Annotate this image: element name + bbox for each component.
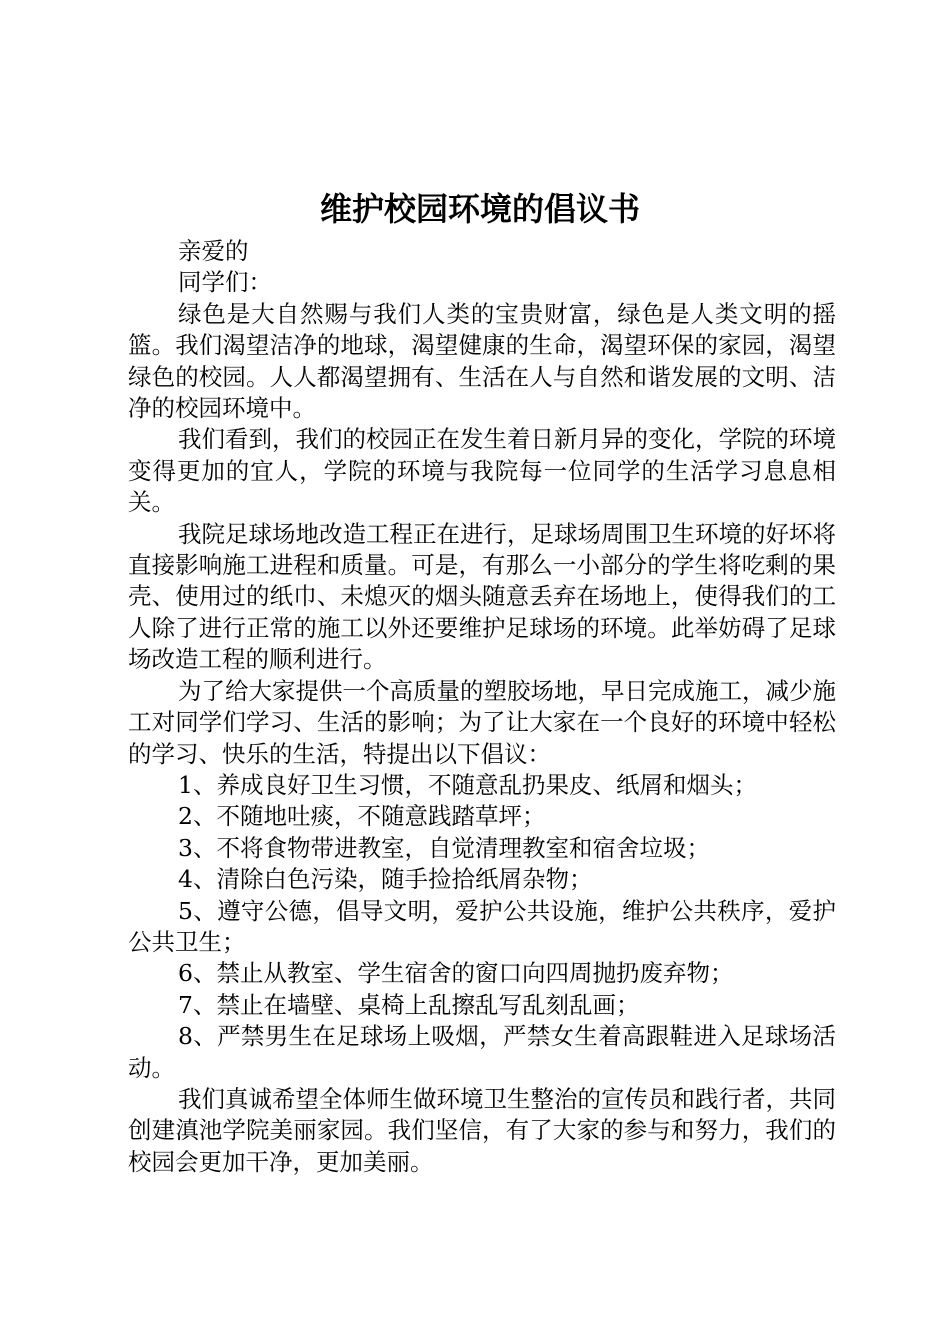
paragraph: 我院足球场地改造工程正在进行，足球场周围卫生环境的好坏将直接影响施工进程和质量。可是，有那么一小部分的学生将吃剩的果壳、使用过的纸巾、未熄灭的烟头随意丢弃在场地上，使得我们的工人除了进行正常的施工以外还要维护足球场的环境。此举妨碍了足球场改造工程的顺利进行。: [128, 519, 836, 674]
proposal-item: 6、禁止从教室、学生宿舍的窗口向四周抛扔废弃物；: [178, 959, 734, 988]
salutation-line-1: 亲爱的: [178, 237, 249, 265]
salutation-line-2: 同学们：: [178, 268, 272, 297]
proposal-item: 5、遵守公德，倡导文明，爱护公共设施，维护公共秩序，爱护公共卫生；: [128, 896, 836, 956]
proposal-item: 3、不将食物带进教室，自觉清理教室和宿舍垃圾；: [178, 833, 710, 862]
paragraph: 为了给大家提供一个高质量的塑胶场地，早日完成施工，减少施工对同学们学习、生活的影响；为了让大家在一个良好的环境中轻松的学习、快乐的生活，特提出以下倡议：: [128, 676, 836, 768]
document-title: 维护校园环境的倡议书: [319, 190, 640, 228]
proposal-item: 1、养成良好卫生习惯，不随意乱扔果皮、纸屑和烟头；: [178, 770, 757, 799]
proposal-item: 7、禁止在墙壁、桌椅上乱擦乱写乱刻乱画；: [178, 990, 640, 1019]
paragraph: 我们看到，我们的校园正在发生着日新月异的变化，学院的环境变得更加的宜人，学院的环境与我院每一位同学的生活学习息息相关。: [128, 425, 836, 517]
proposal-item: 4、清除白色污染，随手捡拾纸屑杂物；: [178, 865, 593, 894]
proposal-item: 8、严禁男生在足球场上吸烟，严禁女生着高跟鞋进入足球场活动。: [128, 1022, 836, 1082]
closing-paragraph: 我们真诚希望全体师生做环境卫生整治的宣传员和践行者，共同创建滇池学院美丽家园。我们坚信，有了大家的参与和努力，我们的校园会更加干净，更加美丽。: [128, 1084, 836, 1176]
paragraph: 绿色是大自然赐与我们人类的宝贵财富，绿色是人类文明的摇篮。我们渴望洁净的地球，渴望健康的生命，渴望环保的家园，渴望绿色的校园。人人都渴望拥有、生活在人与自然和谐发展的文明、洁净的校园环境中。: [128, 299, 836, 423]
document-body: [128, 236, 836, 1178]
proposal-item: 2、不随地吐痰，不随意践踏草坪；: [178, 802, 546, 831]
